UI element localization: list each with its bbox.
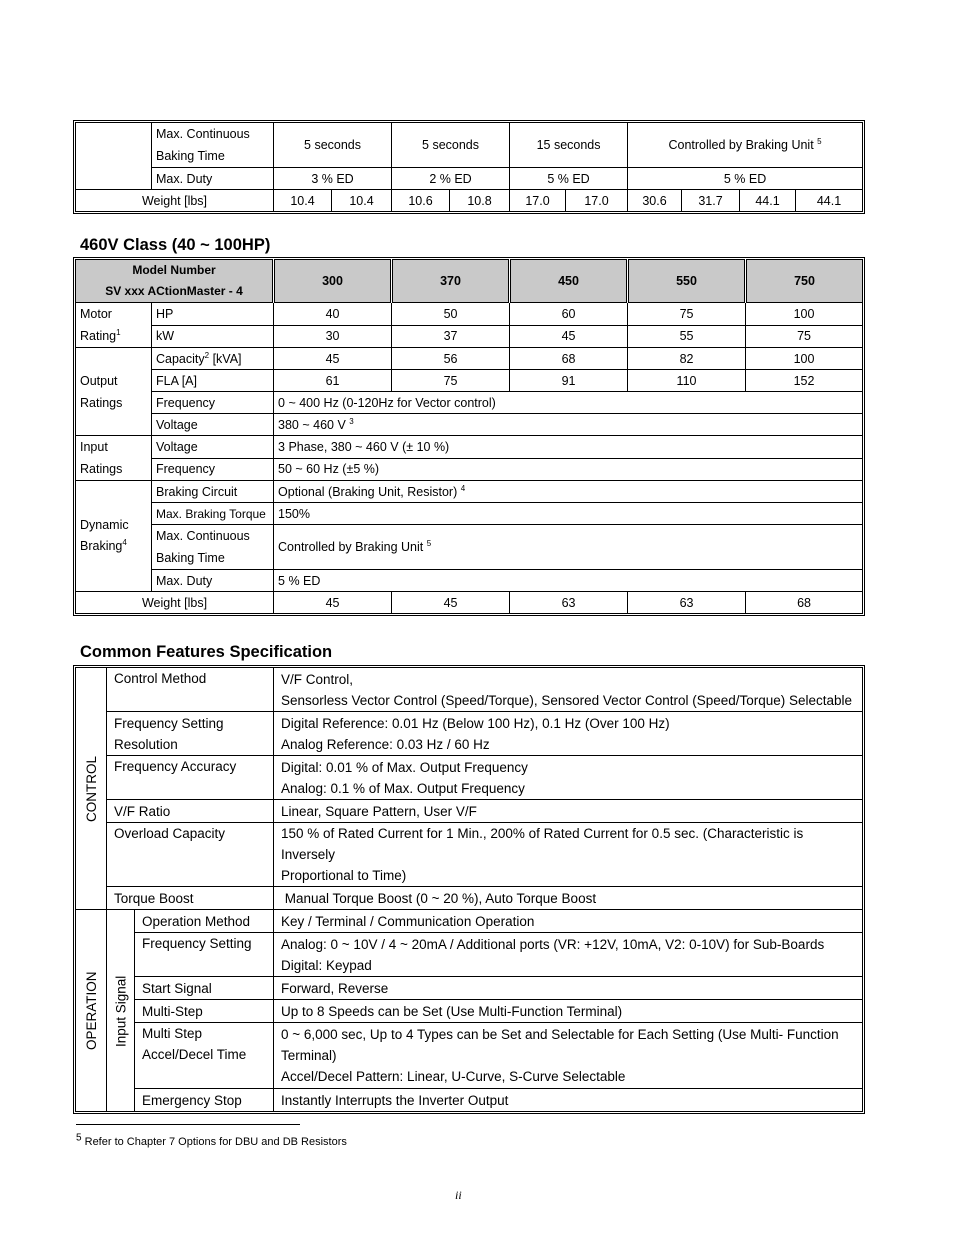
duty-cell: 5 % ED: [510, 168, 628, 190]
fla-cell: 91: [510, 370, 628, 392]
hp-cell: 40: [274, 303, 392, 326]
feature-value: Digital Reference: 0.01 Hz (Below 100 Hz), 0.1 Hz (Over 100 Hz) Analog Reference: 0.03 Hz / 60 Hz: [274, 712, 863, 756]
capacity-label: Capacity$^2$ [kVA]: [152, 348, 274, 370]
input-ratings-group: Input Ratings: [76, 436, 152, 481]
weight-cell: 10.4: [274, 190, 332, 212]
braking-time-cell: 15 seconds: [510, 123, 628, 168]
fla-cell: 152: [746, 370, 863, 392]
top-spec-table: [75, 122, 863, 212]
weight-cell: 17.0: [566, 190, 628, 212]
capacity-cell: 82: [628, 348, 746, 370]
feature-value: Manual Torque Boost (0 ~ 20 %), Auto Torque Boost: [274, 887, 863, 910]
model-header: 550: [628, 260, 746, 303]
model-header: 370: [392, 260, 510, 303]
footnote: $^5$ Refer to Chapter 7 Options for DBU and DB Resistors: [76, 1132, 347, 1148]
capacity-cell: 68: [510, 348, 628, 370]
dynamic-braking-group: Dynamic Braking$^4$: [76, 481, 152, 592]
feature-label: Frequency Setting: [135, 933, 274, 977]
control-group-label: CONTROL: [76, 668, 107, 910]
voltage-label: Voltage: [152, 414, 274, 436]
braking-time-label: Max. Continuous Baking Time: [152, 525, 274, 570]
feature-label: Operation Method: [135, 910, 274, 933]
braking-torque-value: 150%: [274, 503, 863, 525]
feature-label: Frequency Setting Resolution: [107, 712, 274, 756]
input-voltage-label: Voltage: [152, 436, 274, 459]
footnote-divider: [76, 1124, 300, 1125]
braking-torque-label: Max. Braking Torque: [152, 503, 274, 525]
frequency-label: Frequency: [152, 392, 274, 414]
model-number-header: Model Number SV xxx ACtionMaster - 4: [76, 260, 274, 303]
input-voltage-value: 3 Phase, 380 ~ 460 V (± 10 %): [274, 436, 863, 459]
feature-label: V/F Ratio: [107, 800, 274, 823]
page-number: ii: [455, 1188, 462, 1202]
capacity-cell: 56: [392, 348, 510, 370]
kw-label: kW: [152, 325, 274, 348]
hp-cell: 50: [392, 303, 510, 326]
feature-label: Emergency Stop: [135, 1089, 274, 1112]
braking-time-cell: Controlled by Braking Unit $^5$: [628, 123, 863, 168]
feature-value: Key / Terminal / Communication Operation: [274, 910, 863, 933]
max-duty-label: Max. Duty: [152, 168, 274, 190]
kw-cell: 75: [746, 325, 863, 348]
feature-value: Up to 8 Speeds can be Set (Use Multi-Function Terminal): [274, 1000, 863, 1023]
braking-time-cell: 5 seconds: [392, 123, 510, 168]
fla-cell: 61: [274, 370, 392, 392]
model-header: 300: [274, 260, 392, 303]
input-frequency-label: Frequency: [152, 458, 274, 481]
fla-cell: 110: [628, 370, 746, 392]
weight-cell: 45: [392, 592, 510, 614]
braking-time-cell: 5 seconds: [274, 123, 392, 168]
input-frequency-value: 50 ~ 60 Hz (±5 %): [274, 458, 863, 481]
fla-label: FLA [A]: [152, 370, 274, 392]
weight-cell: 63: [510, 592, 628, 614]
feature-label: Start Signal: [135, 977, 274, 1000]
feature-label: Torque Boost: [107, 887, 274, 910]
capacity-cell: 100: [746, 348, 863, 370]
weight-cell: 68: [746, 592, 863, 614]
duty-cell: 2 % ED: [392, 168, 510, 190]
hp-cell: 75: [628, 303, 746, 326]
feature-value: Linear, Square Pattern, User V/F: [274, 800, 863, 823]
hp-label: HP: [152, 303, 274, 326]
voltage-value: 380 ~ 460 V $^3$: [274, 414, 863, 436]
hp-cell: 60: [510, 303, 628, 326]
section-title-common-features: Common Features Specification: [80, 643, 333, 661]
feature-value: 150 % of Rated Current for 1 Min., 200% of Rated Current for 0.5 sec. (Characteristic is Inversely Proportional to Time): [274, 823, 863, 887]
kw-cell: 30: [274, 325, 392, 348]
duty-cell: 3 % ED: [274, 168, 392, 190]
motor-rating-group: Motor Rating$^1$: [76, 303, 152, 348]
braking-duty-value: 5 % ED: [274, 570, 863, 592]
weight-label: Weight [lbs]: [76, 592, 274, 614]
feature-value: Digital: 0.01 % of Max. Output Frequency Analog: 0.1 % of Max. Output Frequency: [274, 756, 863, 800]
weight-label: Weight [lbs]: [76, 190, 274, 212]
feature-value: V/F Control, Sensorless Vector Control (Speed/Torque), Sensored Vector Control (Speed/Torque) Selectable: [274, 668, 863, 712]
hp-cell: 100: [746, 303, 863, 326]
feature-value: Forward, Reverse: [274, 977, 863, 1000]
capacity-cell: 45: [274, 348, 392, 370]
feature-label: Multi Step Accel/Decel Time: [135, 1023, 274, 1089]
weight-cell: 31.7: [682, 190, 740, 212]
feature-label: Multi-Step: [135, 1000, 274, 1023]
common-features-table: [75, 667, 863, 1112]
input-signal-group-label: Input Signal: [107, 910, 135, 1112]
max-continuous-label: Max. Continuous Baking Time: [152, 123, 274, 168]
weight-cell: 44.1: [740, 190, 796, 212]
section-title-460v: 460V Class (40 ~ 100HP): [80, 236, 271, 254]
kw-cell: 55: [628, 325, 746, 348]
weight-cell: 17.0: [510, 190, 566, 212]
feature-value: Instantly Interrupts the Inverter Output: [274, 1089, 863, 1112]
kw-cell: 37: [392, 325, 510, 348]
feature-label: Control Method: [107, 668, 274, 712]
braking-circuit-value: Optional (Braking Unit, Resistor) $^4$: [274, 481, 863, 503]
feature-label: Frequency Accuracy: [107, 756, 274, 800]
weight-cell: 45: [274, 592, 392, 614]
feature-value: 0 ~ 6,000 sec, Up to 4 Types can be Set and Selectable for Each Setting (Use Multi- Function Terminal) Accel/Decel Pattern: Linear, U-Curve, S-Curve Selectable: [274, 1023, 863, 1089]
frequency-value: 0 ~ 400 Hz (0-120Hz for Vector control): [274, 392, 863, 414]
model-header: 750: [746, 260, 863, 303]
weight-cell: 30.6: [628, 190, 682, 212]
feature-label: Overload Capacity: [107, 823, 274, 887]
weight-cell: 10.6: [392, 190, 450, 212]
braking-circuit-label: Braking Circuit: [152, 481, 274, 503]
weight-cell: 63: [628, 592, 746, 614]
operation-group-label: OPERATION: [76, 910, 107, 1112]
kw-cell: 45: [510, 325, 628, 348]
weight-cell: 10.4: [332, 190, 392, 212]
braking-duty-label: Max. Duty: [152, 570, 274, 592]
fla-cell: 75: [392, 370, 510, 392]
output-ratings-group: Output Ratings: [76, 348, 152, 436]
feature-value: Analog: 0 ~ 10V / 4 ~ 20mA / Additional ports (VR: +12V, 10mA, V2: 0-10V) for Sub-Boards Digital: Keypad: [274, 933, 863, 977]
braking-time-value: Controlled by Braking Unit $^5$: [274, 525, 863, 570]
blank-cell: [76, 123, 152, 190]
weight-cell: 10.8: [450, 190, 510, 212]
460v-spec-table: [75, 259, 863, 614]
weight-cell: 44.1: [796, 190, 863, 212]
duty-cell: 5 % ED: [628, 168, 863, 190]
model-header: 450: [510, 260, 628, 303]
